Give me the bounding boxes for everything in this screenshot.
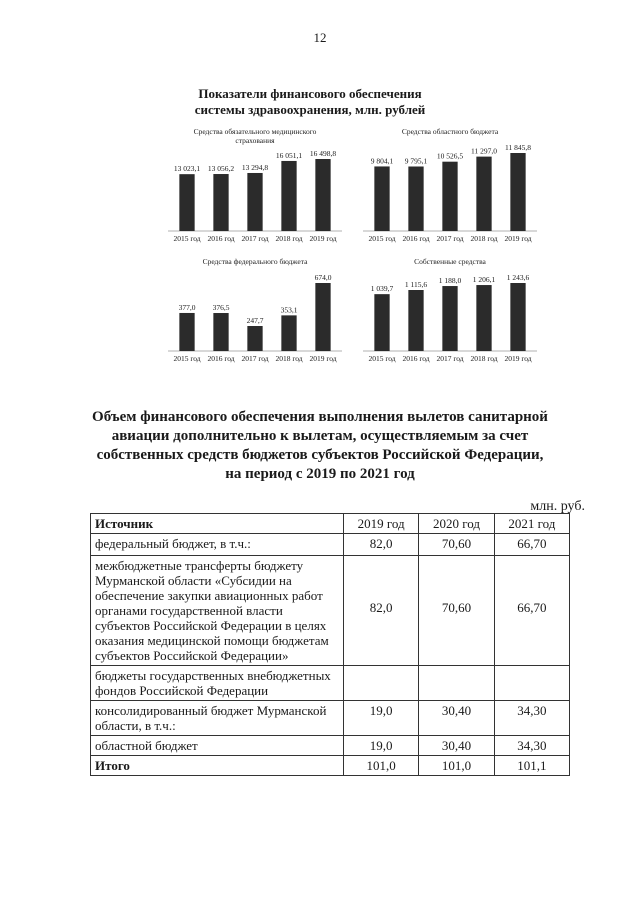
data-label-federal-3: 247,7	[246, 316, 264, 326]
chart-title-federal: Средства федерального бюджета	[202, 257, 308, 266]
chart-own-funds	[360, 255, 540, 365]
bar-regional-2	[408, 167, 423, 231]
bar-regional-1	[374, 166, 389, 231]
table-row	[91, 666, 570, 701]
tick-label-oms-2: 2016 год	[207, 234, 235, 243]
data-label-federal-5: 674,0	[314, 273, 332, 282]
row-2020: 101,0	[419, 756, 494, 776]
row-2020: 30,40	[419, 701, 494, 736]
data-label-federal-4: 353,1	[280, 305, 298, 315]
table-title	[70, 408, 570, 484]
table-total-row	[91, 756, 570, 776]
bar-own-3	[442, 286, 457, 351]
tick-label-federal-2: 2016 год	[207, 354, 235, 363]
bar-oms-2	[213, 174, 228, 231]
table-row	[91, 534, 570, 556]
row-source: Итого	[91, 756, 344, 776]
tick-label-regional-1: 2015 год	[368, 234, 396, 243]
table-title-line-3: собственных средств бюджетов субъектов Российской Федерации,	[96, 447, 544, 463]
table-row	[91, 556, 570, 666]
data-label-oms-2: 13 056,2	[207, 164, 235, 174]
chart-title-own: Собственные средства	[414, 257, 486, 266]
bar-own-2	[408, 290, 423, 351]
data-label-regional-4: 11 297,0	[471, 146, 497, 156]
tick-label-oms-3: 2017 год	[241, 234, 269, 243]
data-label-oms-1: 13 023,1	[173, 164, 201, 174]
tick-label-own-5: 2019 год	[504, 354, 532, 363]
header-2019: 2019 год	[344, 514, 419, 534]
tick-label-regional-2: 2016 год	[402, 234, 430, 243]
tick-label-federal-5: 2019 год	[309, 354, 337, 363]
row-source: межбюджетные трансферты бюджету Мурманской области «Субсидии на обеспечение закупки авиационных работ органами государственной власти субъектов Российской Федерации в целях оказания медицинской помощи бюджетам субъектов Российской Федерации»	[91, 556, 344, 666]
row-2019: 19,0	[344, 736, 419, 756]
table-row	[91, 736, 570, 756]
chart-title-oms: страхования	[235, 136, 275, 145]
tick-label-federal-4: 2018 год	[275, 354, 303, 363]
data-label-own-2: 1 115,6	[404, 279, 428, 289]
table-title-line-4: на период с 2019 по 2021 год	[225, 466, 415, 482]
data-label-federal-2: 376,5	[212, 303, 230, 313]
data-label-oms-3: 13 294,8	[241, 162, 269, 172]
chart-oms	[165, 125, 345, 245]
funding-table	[90, 513, 570, 776]
tick-label-regional-3: 2017 год	[436, 234, 464, 243]
bar-oms-3	[247, 173, 262, 231]
row-2021: 66,70	[494, 556, 569, 666]
row-2020: 30,40	[419, 736, 494, 756]
tick-label-oms-5: 2019 год	[309, 234, 337, 243]
tick-label-regional-5: 2019 год	[504, 234, 532, 243]
tick-label-own-2: 2016 год	[402, 354, 430, 363]
chart-federal-budget	[165, 255, 345, 365]
bar-federal-4	[281, 315, 296, 351]
row-2020: 70,60	[419, 534, 494, 556]
chart-title-regional: Средства областного бюджета	[401, 127, 499, 136]
tick-label-federal-3: 2017 год	[241, 354, 269, 363]
bar-regional-4	[476, 157, 491, 231]
bar-federal-5	[315, 283, 330, 351]
data-label-regional-3: 10 526,5	[436, 151, 464, 161]
row-2021	[494, 666, 569, 701]
row-2019: 101,0	[344, 756, 419, 776]
row-2019: 19,0	[344, 701, 419, 736]
tick-label-regional-4: 2018 год	[470, 234, 498, 243]
bar-own-4	[476, 285, 491, 351]
data-label-oms-5: 16 498,8	[309, 149, 337, 158]
header-2021: 2021 год	[494, 514, 569, 534]
charts-title	[120, 86, 500, 118]
bar-federal-1	[179, 313, 194, 351]
row-2021: 66,70	[494, 534, 569, 556]
row-2019: 82,0	[344, 556, 419, 666]
row-2021: 34,30	[494, 736, 569, 756]
row-2020	[419, 666, 494, 701]
tick-label-oms-4: 2018 год	[275, 234, 303, 243]
table-title-line-2: авиации дополнительно к вылетам, осуществляемым за счет	[111, 428, 529, 444]
bar-own-1	[374, 294, 389, 351]
table-row	[91, 701, 570, 736]
bar-federal-2	[213, 313, 228, 351]
data-label-own-5: 1 243,6	[506, 273, 530, 282]
row-source: консолидированный бюджет Мурманской области, в т.ч.:	[91, 701, 344, 736]
row-2019: 82,0	[344, 534, 419, 556]
bar-oms-1	[179, 174, 194, 231]
table-title-line-1: Объем финансового обеспечения выполнения вылетов санитарной	[92, 409, 548, 425]
data-label-regional-2: 9 795,1	[404, 156, 428, 166]
charts-title-line-1: Показатели финансового обеспечения	[198, 86, 422, 101]
bar-oms-4	[281, 161, 296, 231]
row-2019	[344, 666, 419, 701]
chart-regional-budget	[360, 125, 540, 245]
data-label-regional-1: 9 804,1	[370, 156, 394, 166]
data-label-federal-1: 377,0	[178, 302, 196, 312]
bar-federal-3	[247, 326, 262, 351]
row-source: бюджеты государственных внебюджетных фондов Российской Федерации	[91, 666, 344, 701]
data-label-own-4: 1 206,1	[472, 275, 496, 285]
data-label-oms-4: 16 051,1	[275, 150, 303, 160]
row-source: областной бюджет	[91, 736, 344, 756]
row-source: федеральный бюджет, в т.ч.:	[91, 534, 344, 556]
chart-title-oms: Средства обязательного медицинского	[193, 127, 317, 136]
table-header-row	[91, 514, 570, 534]
bar-regional-5	[510, 153, 525, 231]
tick-label-federal-1: 2015 год	[173, 354, 201, 363]
tick-label-oms-1: 2015 год	[173, 234, 201, 243]
tick-label-own-4: 2018 год	[470, 354, 498, 363]
table-unit: млн. руб.	[530, 499, 585, 514]
header-source: Источник	[91, 514, 344, 534]
bar-oms-5	[315, 159, 330, 231]
bar-own-5	[510, 283, 525, 351]
page-number: 12	[313, 30, 327, 45]
data-label-own-3: 1 188,0	[438, 276, 462, 286]
bar-regional-3	[442, 162, 457, 231]
row-2021: 101,1	[494, 756, 569, 776]
row-2020: 70,60	[419, 556, 494, 666]
data-label-regional-5: 11 845,8	[505, 143, 531, 152]
charts-title-line-2: системы здравоохранения, млн. рублей	[194, 102, 426, 117]
tick-label-own-1: 2015 год	[368, 354, 396, 363]
header-2020: 2020 год	[419, 514, 494, 534]
row-2021: 34,30	[494, 701, 569, 736]
data-label-own-1: 1 039,7	[370, 284, 394, 294]
tick-label-own-3: 2017 год	[436, 354, 464, 363]
